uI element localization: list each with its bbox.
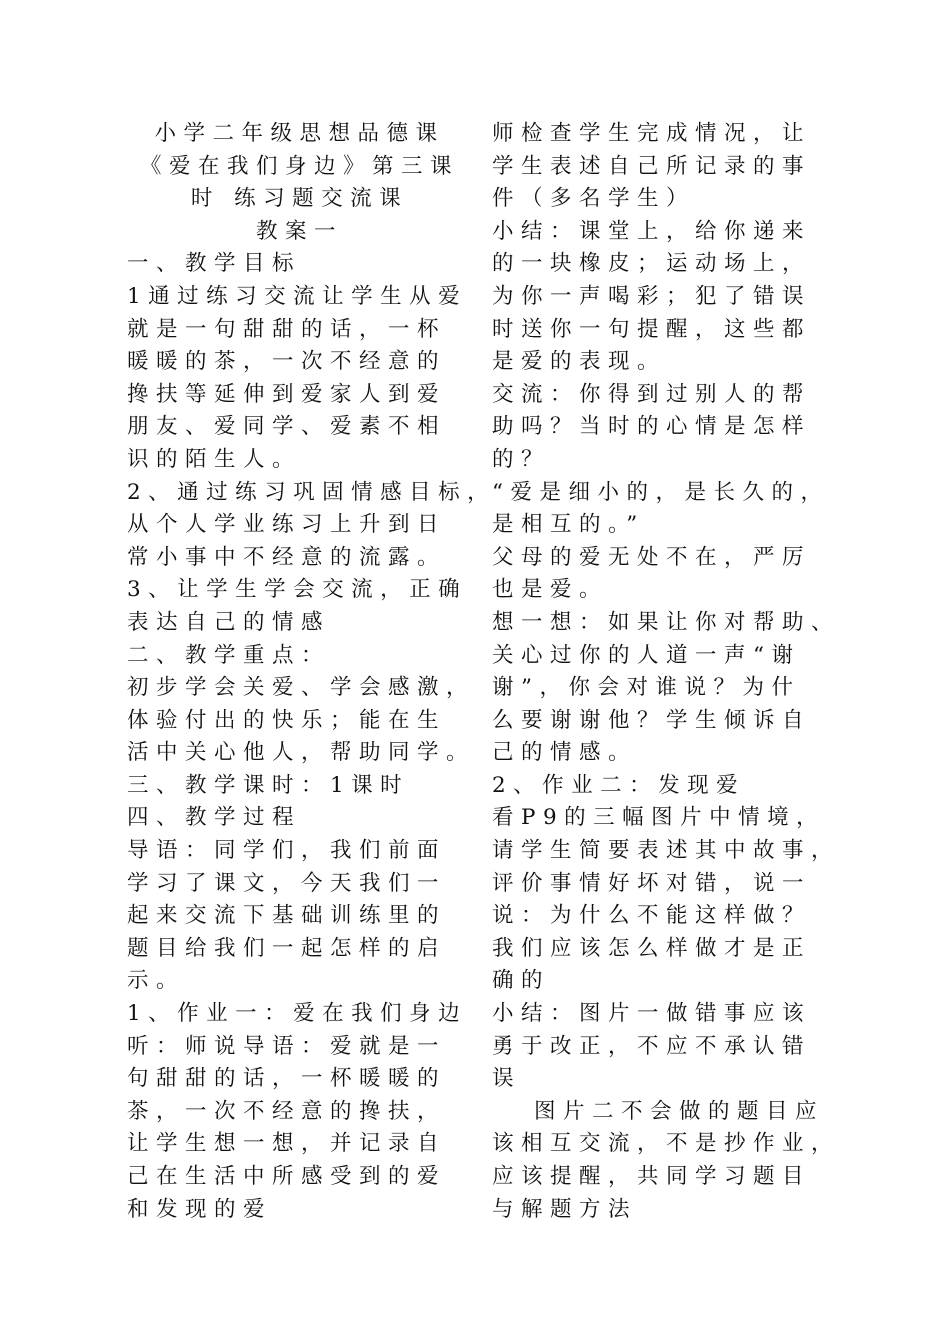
- text-line: 的？: [492, 446, 551, 472]
- text-line: 和发现的爱: [127, 1196, 273, 1222]
- text-line: 是相互的。”: [492, 512, 645, 538]
- section-heading-class-hours: 三、教学课时：1课时: [127, 772, 410, 798]
- text-line: 茶，一次不经意的搀扶，: [127, 1098, 447, 1124]
- text-line: 活中关心他人，帮助同学。: [127, 740, 476, 766]
- text-line: 2、作业二：发现爱: [492, 772, 746, 798]
- text-line: 起来交流下基础训练里的: [127, 903, 447, 929]
- text-line: 小结：图片一做错事应该: [492, 1001, 812, 1027]
- text-line: 助吗？当时的心情是怎样: [492, 414, 812, 440]
- text-line: 该相互交流，不是抄作业，: [492, 1131, 841, 1157]
- text-line: 的一块橡皮；运动场上，: [492, 251, 812, 277]
- text-line: 为你一声喝彩；犯了错误: [492, 283, 812, 309]
- text-line: 说：为什么不能这样做？: [492, 903, 812, 929]
- text-line: 就是一句甜甜的话，一杯: [127, 316, 447, 342]
- text-line: 件（多名学生）: [492, 186, 696, 212]
- text-line: 应该提醒，共同学习题目: [492, 1164, 812, 1189]
- text-line: 父母的爱无处不在，严厉: [492, 544, 812, 570]
- text-line: 暖暖的茶，一次不经意的: [127, 349, 447, 375]
- text-line: 初步学会关爱、学会感激，: [127, 675, 476, 701]
- text-line: 己的情感。: [492, 740, 638, 766]
- text-line: 2、通过练习巩固情感目标，: [127, 479, 497, 505]
- text-line: 3、让学生学会交流，正确: [127, 577, 468, 603]
- text-line: 谢”，你会对谁说？为什: [492, 675, 801, 701]
- text-line: 确的: [492, 968, 551, 994]
- text-line: 图片二不会做的题目应: [534, 1098, 825, 1124]
- text-line: 看P9的三幅图片中情境，: [492, 805, 826, 831]
- text-line: 常小事中不经意的流露。: [127, 544, 447, 570]
- text-line: 句甜甜的话，一杯暖暖的: [127, 1066, 447, 1092]
- section-heading-process: 四、教学过程: [127, 805, 302, 831]
- text-line: 误: [492, 1066, 522, 1092]
- text-line: 题目给我们一起怎样的启: [127, 935, 447, 961]
- text-line: 学生表述自己所记录的事: [492, 153, 812, 179]
- left-column: [127, 118, 497, 1226]
- document-title-line-3: 时 练习题交流课: [190, 186, 409, 212]
- text-line: 从个人学业练习上升到日: [127, 512, 447, 538]
- document-title-line-1: 小学二年级思想品德课: [154, 121, 445, 146]
- document-title-line-2: 《爱在我们身边》第三课: [139, 153, 459, 179]
- text-line: 与解题方法: [492, 1196, 638, 1222]
- text-line: 时送你一句提醒，这些都: [492, 316, 812, 342]
- text-line: 导语：同学们，我们前面: [127, 838, 447, 864]
- text-line: 示。: [127, 968, 186, 994]
- text-line: 小结：课堂上，给你递来: [492, 218, 812, 244]
- text-line: 让学生想一想，并记录自: [127, 1131, 447, 1157]
- text-line: 请学生简要表述其中故事，: [492, 838, 841, 864]
- text-line: 也是爱。: [492, 577, 609, 603]
- text-line: 勇于改正，不应不承认错: [492, 1033, 812, 1059]
- text-line: 己在生活中所感受到的爱: [127, 1164, 447, 1189]
- text-line: 1、作业一：爱在我们身边: [127, 1001, 468, 1027]
- text-line: 关心过你的人道一声“谢: [492, 642, 801, 668]
- text-line: 体验付出的快乐；能在生: [127, 707, 447, 733]
- text-line: 1通过练习交流让学生从爱: [127, 283, 468, 309]
- text-line: 学习了课文，今天我们一: [127, 870, 447, 896]
- text-line: 想一想：如果让你对帮助、: [492, 609, 841, 635]
- text-line: “爱是细小的，是长久的，: [492, 479, 830, 505]
- text-line: 是爱的表现。: [492, 349, 667, 375]
- text-line: 么要谢谢他？学生倾诉自: [492, 707, 812, 733]
- text-line: 朋友、爱同学、爱素不相: [127, 414, 447, 440]
- section-heading-objectives: 一、教学目标: [127, 251, 302, 277]
- text-line: 听：师说导语：爱就是一: [127, 1033, 447, 1059]
- text-line: 表达自己的情感: [127, 609, 331, 635]
- section-heading-key-points: 二、教学重点：: [127, 642, 331, 668]
- text-line: 我们应该怎么样做才是正: [492, 935, 812, 961]
- text-line: 评价事情好坏对错，说一: [492, 870, 812, 896]
- text-line: 搀扶等延伸到爱家人到爱: [127, 381, 447, 407]
- text-line: 交流：你得到过别人的帮: [492, 381, 812, 407]
- right-column: [492, 118, 842, 1226]
- document-subtitle: 教案一: [255, 218, 343, 244]
- text-line: 师检查学生完成情况，让: [492, 121, 812, 146]
- text-line: 识的陌生人。: [127, 446, 302, 472]
